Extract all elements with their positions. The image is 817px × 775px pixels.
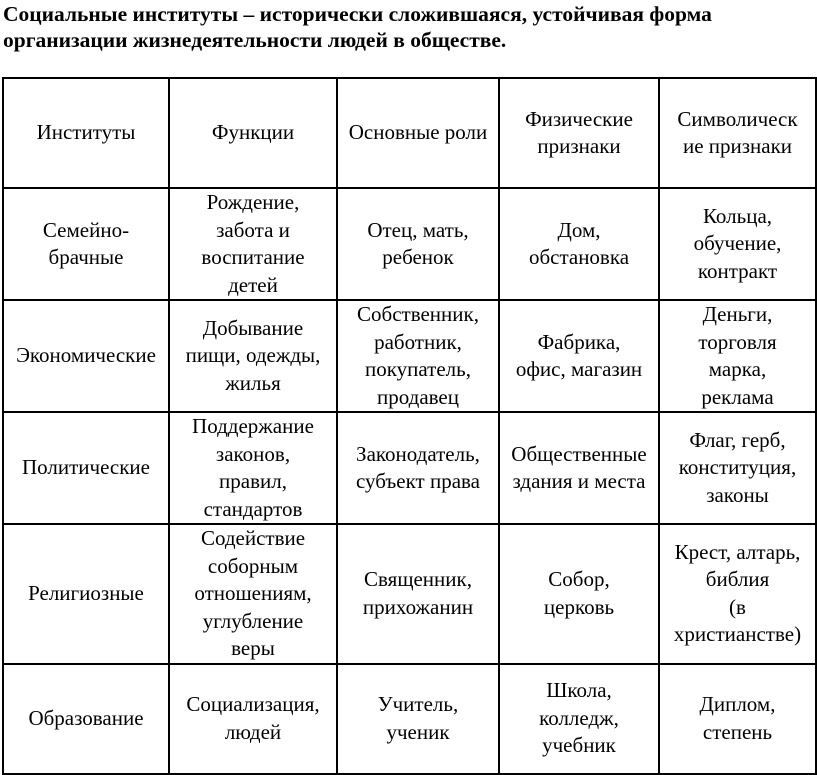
cell-line: соборным <box>207 553 299 578</box>
table-cell-functions <box>169 412 337 524</box>
cell-line: признаки <box>537 134 621 158</box>
table-cell-symbolic <box>659 300 816 412</box>
cell-line: Содействие <box>200 526 306 550</box>
cell-line: Институты <box>36 120 136 145</box>
cell-line: ие признаки <box>682 134 793 158</box>
cell-line: веры <box>231 636 275 660</box>
table-cell-physical <box>499 188 659 300</box>
cell-line: христианстве) <box>673 622 802 647</box>
cell-line: Семейно- <box>42 217 130 242</box>
cell-line: продавец <box>377 384 459 409</box>
header-cell-functions <box>169 78 337 188</box>
cell-line: степень <box>702 719 773 744</box>
table-cell-institution <box>3 664 169 774</box>
cell-line: отношениям, <box>194 581 312 605</box>
title-line-2: организации жизнедеятельности людей в обществе. <box>3 28 507 52</box>
cell-line: конституция, <box>678 455 797 480</box>
cell-line: пищи, одежды, <box>185 343 321 368</box>
institutions-table <box>2 77 817 775</box>
cell-line: субъект права <box>356 469 480 493</box>
cell-line: жилья <box>225 370 281 395</box>
cell-line: Символическ <box>677 106 798 131</box>
cell-line: ученик <box>386 719 450 744</box>
table-cell-physical <box>499 524 659 664</box>
cell-line: Учитель, <box>377 692 459 716</box>
cell-line: офис, магазин <box>515 357 643 381</box>
cell-line: колледж, <box>539 705 619 730</box>
table-row <box>3 524 816 664</box>
table-cell-roles <box>337 300 499 412</box>
cell-line: Священник, <box>364 567 472 592</box>
cell-line: Отец, мать, <box>367 217 469 242</box>
cell-line: Диплом, <box>699 692 776 716</box>
cell-line: Поддержание <box>192 414 314 438</box>
cell-line: воспитание <box>201 245 305 269</box>
cell-line: правил, <box>219 469 287 493</box>
header-cell-main-roles <box>337 78 499 188</box>
table-cell-institution <box>3 300 169 412</box>
cell-line: ребенок <box>382 245 454 269</box>
header-cell-physical-signs <box>499 78 659 188</box>
cell-line: обстановка <box>528 245 630 269</box>
table-cell-symbolic <box>659 188 816 300</box>
table-row <box>3 412 816 524</box>
cell-line: здания и места <box>512 469 646 493</box>
cell-line: работник, <box>374 329 462 354</box>
table-cell-roles <box>337 412 499 524</box>
cell-line: Общественные <box>511 441 647 466</box>
cell-line: Социализация, <box>186 692 320 716</box>
cell-line: Школа, <box>546 678 612 703</box>
cell-line: покупатель, <box>365 357 471 381</box>
cell-line: Деньги, <box>702 302 773 326</box>
document-title <box>3 1 817 53</box>
cell-line: Крест, алтарь, <box>674 539 801 564</box>
table-cell-physical <box>499 300 659 412</box>
cell-line: Законодатель, <box>356 441 480 466</box>
cell-line: законы <box>706 482 769 507</box>
table-cell-physical <box>499 412 659 524</box>
table-row <box>3 664 816 774</box>
cell-line: Религиозные <box>28 581 144 605</box>
table-row <box>3 300 816 412</box>
header-cell-institutions <box>3 78 169 188</box>
cell-line: Собственник, <box>357 302 479 326</box>
cell-line: Физические <box>525 106 633 131</box>
cell-line: Основные роли <box>348 120 488 145</box>
table-cell-physical <box>499 664 659 774</box>
table-cell-functions <box>169 524 337 664</box>
header-cell-symbolic-signs <box>659 78 816 188</box>
cell-line: (в <box>729 594 746 619</box>
cell-line: законов, <box>215 441 291 466</box>
cell-line: стандартов <box>203 496 303 521</box>
cell-line: Добывание <box>202 315 304 340</box>
cell-line: церковь <box>543 594 615 619</box>
cell-line: учебник <box>542 733 616 758</box>
table-cell-roles <box>337 664 499 774</box>
cell-line: торговля <box>698 329 777 354</box>
cell-line: Дом, <box>557 217 601 242</box>
cell-line: Политические <box>21 455 150 480</box>
table-cell-functions <box>169 664 337 774</box>
cell-line: людей <box>224 719 282 744</box>
table-cell-institution <box>3 188 169 300</box>
cell-line: библия <box>705 567 770 592</box>
cell-line: забота и <box>216 217 290 242</box>
table-cell-symbolic <box>659 524 816 664</box>
table-cell-symbolic <box>659 412 816 524</box>
header-row <box>3 78 816 188</box>
table-cell-symbolic <box>659 664 816 774</box>
cell-line: обучение, <box>693 231 782 256</box>
cell-line: марка, <box>708 357 767 381</box>
cell-line: Кольца, <box>702 203 773 228</box>
cell-line: детей <box>228 272 278 297</box>
cell-line: Экономические <box>16 343 156 368</box>
cell-line: Рождение, <box>206 190 300 214</box>
cell-line: контракт <box>697 258 778 283</box>
table-cell-roles <box>337 524 499 664</box>
table-cell-institution <box>3 524 169 664</box>
table-cell-roles <box>337 188 499 300</box>
table-row <box>3 188 816 300</box>
cell-line: Флаг, герб, <box>689 427 786 452</box>
cell-line: Функции <box>211 120 295 145</box>
cell-line: брачные <box>48 245 124 269</box>
cell-line: углубление <box>202 608 304 633</box>
table-cell-functions <box>169 300 337 412</box>
cell-line: Образование <box>28 705 144 730</box>
title-line-1: Социальные институты – исторически сложившаяся, устойчивая форма <box>3 2 712 26</box>
table-cell-institution <box>3 412 169 524</box>
cell-line: Собор, <box>548 567 610 592</box>
cell-line: реклама <box>701 384 774 409</box>
table-cell-functions <box>169 188 337 300</box>
cell-line: Фабрика, <box>537 329 621 354</box>
cell-line: прихожанин <box>362 594 474 619</box>
